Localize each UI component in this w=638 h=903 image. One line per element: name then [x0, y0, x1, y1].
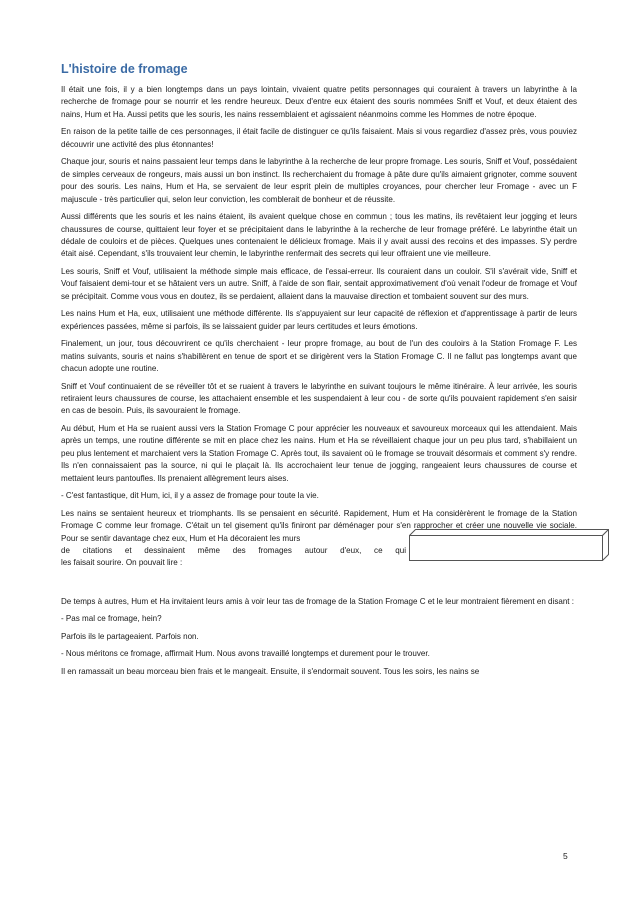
paragraph-8: Sniff et Vouf continuaient de se réveiller tôt et se ruaient à travers le labyrinthe en suivant toujours le même itinéraire. À leur arrivée, les souris retiraient leurs chaussures de course, les attachaient ensemble et les suspendaient à leur cou - de sorte qu'ils pouvaient rapidement s'en saisir en cas de besoin. Puis, ils savouraient le fromage.	[61, 381, 577, 416]
paragraph-7: Finalement, un jour, tous découvrirent ce qu'ils cherchaient - leur propre fromage, au bout de l'un des couloirs à la Station Fromage F. Les matins suivants, souris et nains s'habillèrent en tenue de sport et se dirigèrent vers la Station Fromage C. Il ne fallut pas longtemps avant que chacun adopte une routine.	[61, 339, 577, 374]
dialogue-line-2: - Pas mal ce fromage, hein?	[61, 614, 162, 624]
page-title: L'histoire de fromage	[61, 62, 188, 76]
paragraph-5: Les souris, Sniff et Vouf, utilisaient la méthode simple mais efficace, de l'essai-erreur. Ils couraient dans un couloir. S'il s'avérait vide, Sniff et Vouf faisaient demi-tour et se hâtaient vers un autre. Sniff, à l'aide de son flair, sentait approximativement d'où venait l'odeur de fromage et Vouf se précipitait. Comme vous vous en doutez, ils se perdaient, allaient dans la mauvaise direction et tombaient souvent sur des murs.	[61, 266, 577, 301]
page-number: 5	[563, 851, 568, 861]
paragraph-4: Aussi différents que les souris et les nains étaient, ils avaient quelque chose en commun ; tous les matins, ils revêtaient leur jogging et leurs chaussures de course, quittaient leur foyer et se précipitaient dans le labyrinthe à la recherche de leur fromage préféré. Le labyrinthe était un dédale de couloirs et de pièces. Quelques unes contenaient le délicieux fromage. Mais il y avait aussi des recoins et des impasses. S'y perdre était aisé. Cependant, s'ils trouvaient leur chemin, le labyrinthe renfermait des secrets qui leur offraient une vie meilleure.	[61, 212, 577, 259]
wrap-line-2: les faisait sourire. On pouvait lire :	[61, 558, 183, 568]
paragraph-3: Chaque jour, souris et nains passaient leur temps dans le labyrinthe à la recherche de leur propre fromage. Les souris, Sniff et Vouf, possédaient de simples cerveaux de rongeurs, mais aussi un bon instinct. Ils recherchaient du fromage à pâte dure qu'ils aimaient grignoter, comme souvent pour des souris. Les nains, Hum et Ha, se servaient de leur esprit plein de multiples croyances, pour chercher leur Fromage - avec un F majuscule - très particulier qui, selon leur conviction, les comblerait de bonheur et de réussite.	[61, 157, 577, 204]
paragraph-6: Les nains Hum et Ha, eux, utilisaient une méthode différente. Ils s'appuyaient sur leur capacité de réflexion et d'apprentissage à partir de leurs expériences passées, même si parfois, ils se laissaient guider par leurs certitudes et leurs émotions.	[61, 309, 577, 331]
wrap-line-1: de citations et dessinaient même des fromages autour d'eux, ce qui	[61, 545, 406, 555]
paragraph-9: Au début, Hum et Ha se ruaient aussi vers la Station Fromage C pour apprécier les nouveaux et savoureux morceaux qui les attendaient. Mais après un temps, une routine différente se mit en place chez les nains. Hum et Ha se réveillaient chaque jour un peu plus tard, s'habillaient un peu plus lentement et marchaient vers la Station Fromage C. Après tout, ils savaient où le fromage se trouvait désormais et comment s'y rendre. Ils n'en connaissaient pas la source, ni qui le plaçait là. Ils accrochaient leur tenue de jogging, rangeaient leurs chaussures de course et mettaient leurs pantoufles. Ils prenaient allègrement leurs aises.	[61, 423, 577, 483]
paragraph-1: Il était une fois, il y a bien longtemps dans un pays lointain, vivaient quatre petits personnages qui couraient à travers un labyrinthe à la recherche de fromage pour se nourrir et les rendre heureux. Deux d'entre eux étaient des souris nommées Sniff et Vouf, et deux étaient des nains, Hum et Ha. Aussi petits que les souris, les nains ressemblaient et agissaient néanmoins comme les Hommes de notre époque.	[61, 85, 577, 119]
paragraph-13: Il en ramassait un beau morceau bien frais et le mangeait. Ensuite, il s'endormait souvent. Tous les soirs, les nains se	[61, 666, 480, 676]
document-page	[61, 62, 577, 683]
paragraph-11: De temps à autres, Hum et Ha invitaient leurs amis à voir leur tas de fromage de la Station Fromage C et le leur montraient fièrement en disant :	[61, 596, 575, 606]
dialogue-line-3: - Nous méritons ce fromage, affirmait Hum. Nous avons travaillé longtemps et durement pour le trouver.	[61, 649, 430, 659]
empty-quote-box	[409, 529, 609, 561]
paragraph-10: Les nains se sentaient heureux et triomphants. Ils se pensaient en sécurité. Rapidement, Hum et Ha considèrèrent le fromage de la Station Fromage C comme leur fromage. C'était un tel gisement qu'ils finiront par déménager pour s'en rapprocher et créer une nouvelle vie sociale. Pour se sentir davantage chez eux, Hum et Ha décoraient les murs	[61, 508, 577, 543]
paragraph-12: Parfois ils le partageaient. Parfois non.	[61, 631, 199, 641]
paragraph-2: En raison de la petite taille de ces personnages, il était facile de distinguer ce qu'ils faisaient. Mais si vous regardiez d'assez près, vous pouviez découvrir une activité des plus étonnantes!	[61, 127, 577, 149]
dialogue-line-1: - C'est fantastique, dit Hum, ici, il y a assez de fromage pour toute la vie.	[61, 491, 319, 501]
